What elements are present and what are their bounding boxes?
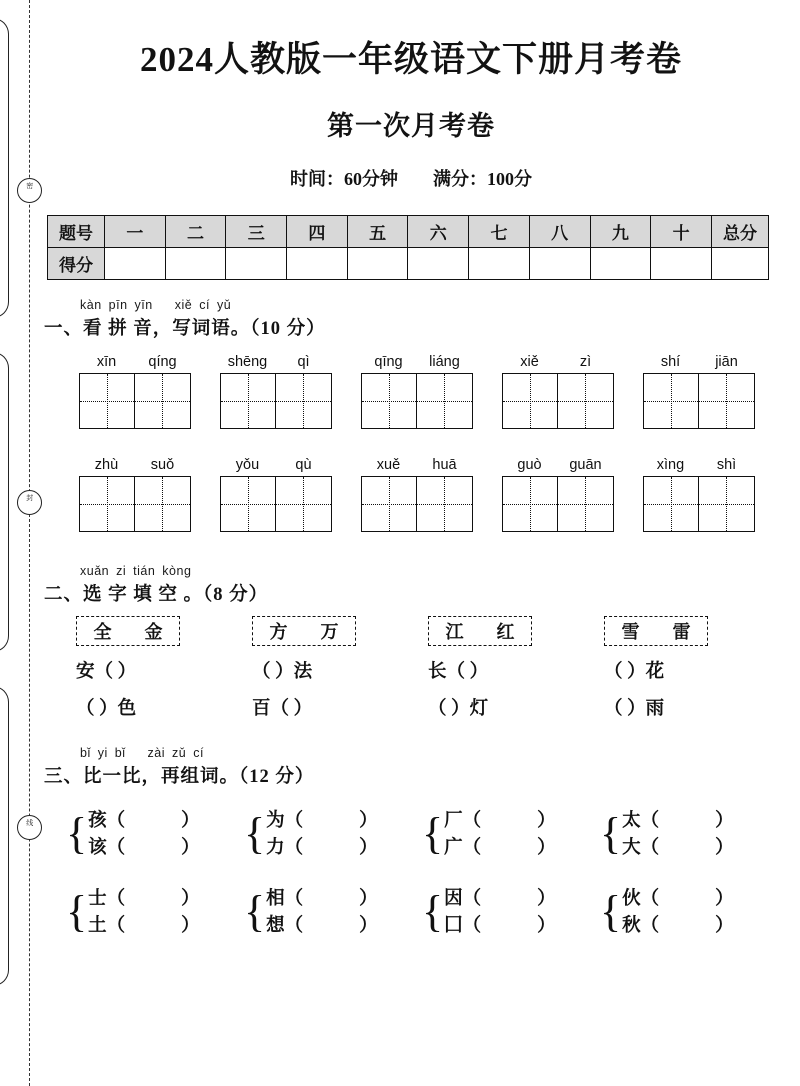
compare-word-line[interactable]: 相（ ）	[266, 889, 378, 909]
exam-total-score-label: 满分：100分	[433, 169, 532, 189]
pinyin-write-item	[346, 457, 487, 532]
compare-word-group	[422, 806, 600, 862]
compare-char: 因（	[444, 889, 482, 909]
pinyin-token: zǔ	[171, 746, 187, 760]
pinyin-write-item	[487, 457, 628, 532]
score-col-6: 六	[408, 216, 469, 248]
seal-bracket-3	[0, 686, 9, 986]
pinyin-token: cí	[199, 298, 210, 312]
seal-bracket-1	[0, 18, 9, 318]
section-2-title: 二、选 字 填 空 。（8 分）	[44, 585, 269, 605]
compare-word-group	[66, 806, 244, 862]
choice-char[interactable]: 雷	[672, 622, 691, 642]
section-3	[44, 746, 778, 940]
compare-char: 孩（	[88, 811, 126, 831]
page-title: 2024人教版一年级语文下册月考卷	[139, 40, 682, 79]
tianzige-cell[interactable]	[80, 477, 135, 531]
choose-char-group	[242, 616, 418, 720]
brace-icon: {	[244, 887, 266, 936]
compare-word-group	[600, 806, 778, 862]
tianzige-cell[interactable]	[80, 374, 135, 428]
choice-char[interactable]: 全	[93, 622, 112, 642]
compare-word-line[interactable]: 秋（ ）	[622, 916, 734, 936]
tianzige-cell[interactable]	[503, 477, 558, 531]
choice-char[interactable]: 金	[144, 622, 163, 642]
tianzige-cell[interactable]	[503, 374, 558, 428]
fill-blank-item[interactable]: （ ）花	[604, 662, 665, 682]
score-cell-1[interactable]	[105, 248, 166, 280]
compare-word-group	[244, 884, 422, 940]
fill-blank-item[interactable]: 长（ ）	[428, 662, 489, 682]
score-col-total: 总分	[712, 216, 769, 248]
pinyin-token: kàn	[80, 298, 102, 312]
seal-mark-3: 线	[17, 815, 42, 840]
choice-char[interactable]: 方	[269, 622, 288, 642]
section-2	[44, 564, 778, 720]
compare-word-line[interactable]: 孩（ ）	[88, 811, 200, 831]
score-col-7: 七	[469, 216, 530, 248]
section-3-header	[44, 746, 778, 792]
tianzige-box[interactable]	[79, 373, 191, 429]
score-cell-5[interactable]	[347, 248, 408, 280]
pinyin-write-item	[64, 457, 205, 532]
compare-word-group	[422, 884, 600, 940]
score-table-header-row	[48, 216, 769, 248]
pinyin-label: qù	[295, 457, 312, 473]
compare-word-line[interactable]: 士（ ）	[88, 889, 200, 909]
pinyin-label: qíng	[148, 354, 177, 370]
tianzige-cell[interactable]	[416, 477, 472, 531]
pinyin-label: xiě	[520, 354, 539, 370]
tianzige-cell[interactable]	[698, 477, 754, 531]
pinyin-token: xuǎn	[80, 564, 110, 578]
section-3-pinyin	[80, 746, 211, 760]
compare-word-row-1	[66, 806, 778, 862]
pinyin-write-item	[205, 457, 346, 532]
score-col-10: 十	[651, 216, 712, 248]
pinyin-label: zì	[579, 354, 592, 370]
tianzige-box[interactable]	[220, 373, 332, 429]
fill-blank-item[interactable]: （ ）色	[76, 699, 137, 719]
tianzige-cell[interactable]	[557, 477, 613, 531]
choose-char-group	[594, 616, 770, 720]
pinyin-write-item	[487, 354, 628, 429]
fill-blank-item[interactable]: 百（ ）	[252, 699, 313, 719]
compare-char: 秋（	[622, 916, 660, 936]
compare-char: 大（	[622, 838, 660, 858]
tianzige-cell[interactable]	[362, 477, 417, 531]
compare-word-group	[66, 884, 244, 940]
pinyin-token: yǔ	[216, 298, 232, 312]
pinyin-label: xuě	[376, 457, 401, 473]
compare-word-line[interactable]: 该（ ）	[88, 838, 200, 858]
score-table	[47, 215, 769, 280]
compare-word-group	[600, 884, 778, 940]
pinyin-token: pīn	[108, 298, 128, 312]
choice-char[interactable]: 红	[496, 622, 515, 642]
compare-char: 太（	[622, 811, 660, 831]
compare-char: 力（	[266, 838, 304, 858]
fill-blank-item[interactable]: （ ）灯	[428, 699, 489, 719]
tianzige-box[interactable]	[79, 476, 191, 532]
tianzige-box[interactable]	[502, 373, 614, 429]
pinyin-token: zài	[147, 746, 165, 760]
pinyin-label: yǒu	[235, 457, 260, 473]
pinyin-label: shēng	[227, 354, 268, 370]
brace-icon: {	[422, 887, 444, 936]
tianzige-cell[interactable]	[416, 374, 472, 428]
seal-mark-2: 封	[17, 490, 42, 515]
fill-blank-item[interactable]: （ ）法	[252, 662, 313, 682]
pinyin-token: zi	[116, 564, 127, 578]
score-cell-6[interactable]	[408, 248, 469, 280]
compare-word-line[interactable]: 伙（ ）	[622, 889, 734, 909]
compare-word-line[interactable]: 囗（ ）	[444, 916, 556, 936]
brace-icon: {	[66, 887, 88, 936]
brace-icon: {	[422, 809, 444, 858]
pinyin-write-row-1	[64, 354, 778, 429]
pinyin-label: shì	[716, 457, 737, 473]
compare-word-group	[244, 806, 422, 862]
tianzige-cell[interactable]	[221, 374, 276, 428]
compare-char: 该（	[88, 838, 126, 858]
pinyin-label: liáng	[429, 354, 460, 370]
fill-blank-item[interactable]: 安（ ）	[76, 662, 137, 682]
compare-char: 相（	[266, 889, 304, 909]
tianzige-box[interactable]	[502, 476, 614, 532]
compare-word-line[interactable]: 厂（ ）	[444, 811, 556, 831]
tianzige-cell[interactable]	[644, 477, 699, 531]
score-col-9: 九	[590, 216, 651, 248]
pinyin-label: shí	[660, 354, 681, 370]
pinyin-label: zhù	[94, 457, 119, 473]
pinyin-label: xìng	[656, 457, 685, 473]
tianzige-cell[interactable]	[698, 374, 754, 428]
tianzige-cell[interactable]	[275, 374, 331, 428]
compare-word-line[interactable]: 土（ ）	[88, 916, 200, 936]
score-col-2: 二	[165, 216, 226, 248]
choice-box	[428, 616, 532, 646]
tianzige-box[interactable]	[220, 476, 332, 532]
section-1-title: 一、看 拼 音，写词语。（10 分）	[44, 319, 326, 339]
score-cell-10[interactable]	[651, 248, 712, 280]
pinyin-token: bǐ	[114, 746, 126, 760]
tianzige-cell[interactable]	[221, 477, 276, 531]
pinyin-token: kòng	[162, 564, 192, 578]
pinyin-label: jiān	[715, 354, 738, 370]
score-cell-4[interactable]	[287, 248, 348, 280]
choose-char-group	[418, 616, 594, 720]
pinyin-token: xiě	[174, 298, 193, 312]
compare-word-line[interactable]: 力（ ）	[266, 838, 378, 858]
score-cell-8[interactable]	[529, 248, 590, 280]
compare-char: 想（	[266, 916, 304, 936]
score-cell-9[interactable]	[590, 248, 651, 280]
page-subtitle: 第一次月考卷	[327, 111, 495, 141]
pinyin-write-item	[346, 354, 487, 429]
pinyin-token: yi	[97, 746, 108, 760]
pinyin-write-row-2	[64, 457, 778, 532]
exam-info-line	[44, 165, 778, 191]
score-col-1: 一	[105, 216, 166, 248]
score-cell-total[interactable]	[712, 248, 769, 280]
exam-page	[44, 0, 778, 1086]
pinyin-label: guān	[569, 457, 602, 473]
brace-icon: {	[600, 809, 622, 858]
seal-mark-1: 密	[17, 178, 42, 203]
score-table-value-row	[48, 248, 769, 280]
pinyin-token: cí	[193, 746, 204, 760]
tianzige-cell[interactable]	[134, 477, 190, 531]
compare-char: 土（	[88, 916, 126, 936]
compare-word-row-2	[66, 884, 778, 940]
section-1-header	[44, 298, 778, 344]
score-col-4: 四	[287, 216, 348, 248]
seal-dashed-line	[29, 0, 30, 1086]
section-1	[44, 298, 778, 532]
tianzige-box[interactable]	[361, 373, 473, 429]
exam-time-label: 时间：60分钟	[290, 169, 398, 189]
score-cell-7[interactable]	[469, 248, 530, 280]
tianzige-box[interactable]	[361, 476, 473, 532]
compare-char: 囗（	[444, 916, 482, 936]
score-col-5: 五	[347, 216, 408, 248]
brace-icon: {	[244, 809, 266, 858]
compare-word-line[interactable]: 大（ ）	[622, 838, 734, 858]
seal-bracket-2	[0, 352, 9, 652]
pinyin-write-item	[205, 354, 346, 429]
pinyin-token: tián	[133, 564, 156, 578]
choice-char[interactable]: 万	[320, 622, 339, 642]
tianzige-cell[interactable]	[557, 374, 613, 428]
pinyin-label: huā	[432, 457, 457, 473]
compare-word-line[interactable]: 广（ ）	[444, 838, 556, 858]
compare-char: 为（	[266, 811, 304, 831]
tianzige-box[interactable]	[643, 476, 755, 532]
score-cell-2[interactable]	[165, 248, 226, 280]
section-2-pinyin	[80, 564, 198, 578]
compare-word-line[interactable]: 因（ ）	[444, 889, 556, 909]
pinyin-label: qīng	[374, 354, 403, 370]
score-table-row-label-score: 得分	[48, 248, 105, 280]
compare-word-line[interactable]: 为（ ）	[266, 811, 378, 831]
brace-icon: {	[66, 809, 88, 858]
brace-icon: {	[600, 887, 622, 936]
pinyin-write-item	[628, 457, 769, 532]
pinyin-label: guò	[517, 457, 542, 473]
tianzige-cell[interactable]	[275, 477, 331, 531]
pinyin-label: suǒ	[150, 457, 175, 473]
pinyin-token: yīn	[134, 298, 153, 312]
choose-char-row	[66, 616, 778, 720]
score-col-3: 三	[226, 216, 287, 248]
compare-word-line[interactable]: 太（ ）	[622, 811, 734, 831]
section-1-pinyin	[80, 298, 238, 312]
compare-char: 伙（	[622, 889, 660, 909]
tianzige-cell[interactable]	[644, 374, 699, 428]
choice-box	[604, 616, 708, 646]
choose-char-group	[66, 616, 242, 720]
section-2-header	[44, 564, 778, 610]
pinyin-write-item	[64, 354, 205, 429]
pinyin-label: qì	[297, 354, 310, 370]
score-cell-3[interactable]	[226, 248, 287, 280]
tianzige-box[interactable]	[643, 373, 755, 429]
choice-box	[252, 616, 356, 646]
score-col-8: 八	[529, 216, 590, 248]
compare-word-line[interactable]: 想（ ）	[266, 916, 378, 936]
section-3-title: 三、比一比，再组词。（12 分）	[44, 767, 315, 787]
choice-char[interactable]: 雪	[621, 622, 640, 642]
tianzige-cell[interactable]	[362, 374, 417, 428]
pinyin-write-item	[628, 354, 769, 429]
tianzige-cell[interactable]	[134, 374, 190, 428]
pinyin-label: xīn	[96, 354, 117, 370]
score-table-row-label-question: 题号	[48, 216, 105, 248]
compare-char: 士（	[88, 889, 126, 909]
choice-char[interactable]: 江	[445, 622, 464, 642]
fill-blank-item[interactable]: （ ）雨	[604, 699, 665, 719]
compare-char: 厂（	[444, 811, 482, 831]
choice-box	[76, 616, 180, 646]
pinyin-token: bǐ	[80, 746, 91, 760]
compare-char: 广（	[444, 838, 482, 858]
